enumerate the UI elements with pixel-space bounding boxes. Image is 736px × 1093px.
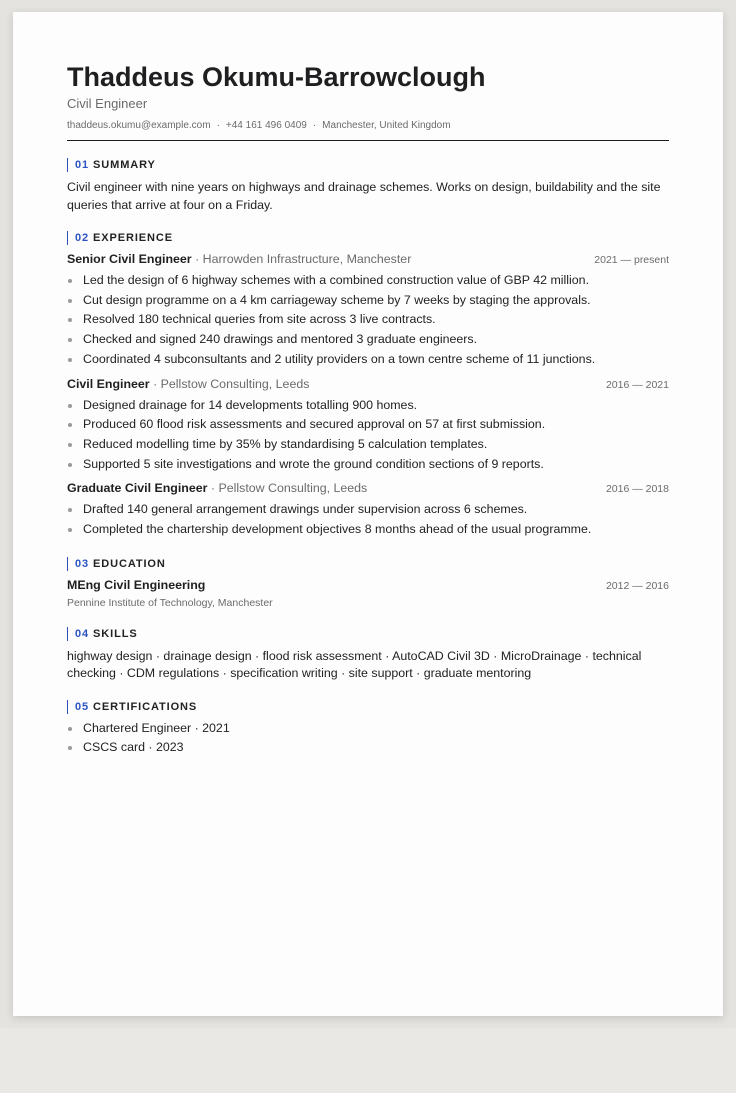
list-item: Led the design of 6 highway schemes with a combined construction value of GBP 42 million. xyxy=(67,271,669,291)
job-header xyxy=(67,376,669,394)
education-school: Pennine Institute of Technology, Manchester xyxy=(67,596,273,609)
summary-section xyxy=(67,158,669,214)
background-strip xyxy=(0,1028,736,1093)
section-heading xyxy=(67,557,669,571)
contact-separator: · xyxy=(216,120,220,131)
resume-content xyxy=(67,62,669,758)
section-number: 04 xyxy=(75,627,90,640)
job-title: Civil Engineer xyxy=(67,376,150,391)
list-item: Coordinated 4 subconsultants and 2 utility providers on a town centre scheme of 11 junctions. xyxy=(67,350,669,370)
section-heading xyxy=(67,231,669,245)
section-title: SKILLS xyxy=(93,627,138,640)
contact-line xyxy=(67,120,669,141)
contact-email[interactable]: thaddeus.okumu@example.com xyxy=(67,120,211,131)
job-organisation: · Pellstow Consulting, Leeds xyxy=(149,376,310,391)
job-organisation: · Harrowden Infrastructure, Manchester xyxy=(191,252,412,266)
section-heading xyxy=(67,158,669,172)
list-item: CSCS card · 2023 xyxy=(67,738,669,758)
list-item: Produced 60 flood risk assessments and secured approval on 57 at first submission. xyxy=(67,415,669,435)
section-title: EXPERIENCE xyxy=(93,232,173,244)
job-header xyxy=(67,251,669,269)
job-entry xyxy=(67,376,669,475)
education-header xyxy=(67,577,669,595)
job-title: Senior Civil Engineer xyxy=(67,252,192,266)
job-organisation: · Pellstow Consulting, Leeds xyxy=(207,481,368,496)
job-header xyxy=(67,480,669,498)
section-number: 05 xyxy=(75,700,90,713)
job-dates: 2016 — 2018 xyxy=(605,483,669,496)
job-bullets xyxy=(67,271,669,370)
job-dates: 2021 — present xyxy=(594,254,669,266)
job-dates: 2016 — 2021 xyxy=(605,378,669,391)
job-entry xyxy=(67,480,669,539)
list-item: Reduced modelling time by 35% by standardising 5 calculation templates. xyxy=(67,435,669,455)
list-item: Designed drainage for 14 developments totalling 900 homes. xyxy=(67,396,669,416)
contact-phone[interactable]: +44 161 496 0409 xyxy=(225,120,307,131)
section-heading xyxy=(67,700,669,714)
candidate-role: Civil Engineer xyxy=(67,96,148,111)
job-entry xyxy=(67,251,669,370)
section-title: CERTIFICATIONS xyxy=(93,700,198,713)
list-item: Checked and signed 240 drawings and mentored 3 graduate engineers. xyxy=(67,330,669,350)
section-number: 03 xyxy=(75,557,90,570)
list-item: Resolved 180 technical queries from site across 3 live contracts. xyxy=(67,310,669,330)
contact-separator: · xyxy=(312,120,317,131)
experience-section xyxy=(67,231,669,540)
section-number: 02 xyxy=(75,232,90,244)
section-number: 01 xyxy=(75,159,90,171)
education-section xyxy=(67,557,669,610)
section-title: SUMMARY xyxy=(93,159,156,171)
contact-location: Manchester, United Kingdom xyxy=(322,120,451,131)
job-title: Graduate Civil Engineer xyxy=(67,481,208,496)
list-item: Drafted 140 general arrangement drawings under supervision across 6 schemes. xyxy=(67,500,669,520)
skills-text: highway design · drainage design · flood risk assessment · AutoCAD Civil 3D · MicroDrainage · technical checking · CDM regulations · specification writing · site support · graduate mentoring xyxy=(67,648,642,681)
summary-text: Civil engineer with nine years on highways and drainage schemes. Works on design, buildability and the site queries that arrive at four on a Friday. xyxy=(67,180,661,212)
skills-section xyxy=(67,627,669,683)
degree-title: MEng Civil Engineering xyxy=(67,577,206,592)
list-item: Completed the chartership development objectives 8 months ahead of the usual programme. xyxy=(67,520,669,540)
resume-page xyxy=(13,12,723,1016)
section-heading xyxy=(67,627,669,641)
list-item: Cut design programme on a 4 km carriageway scheme by 7 weeks by staging the approvals. xyxy=(67,291,669,311)
education-dates: 2012 — 2016 xyxy=(605,579,669,592)
certifications-section xyxy=(67,700,669,758)
list-item: Chartered Engineer · 2021 xyxy=(67,719,669,739)
candidate-name: Thaddeus Okumu-Barrowclough xyxy=(67,62,486,92)
job-bullets xyxy=(67,500,669,539)
section-title: EDUCATION xyxy=(93,557,166,570)
list-item: Supported 5 site investigations and wrote the ground condition sections of 9 reports. xyxy=(67,455,669,475)
job-bullets xyxy=(67,396,669,475)
certification-list xyxy=(67,719,669,758)
